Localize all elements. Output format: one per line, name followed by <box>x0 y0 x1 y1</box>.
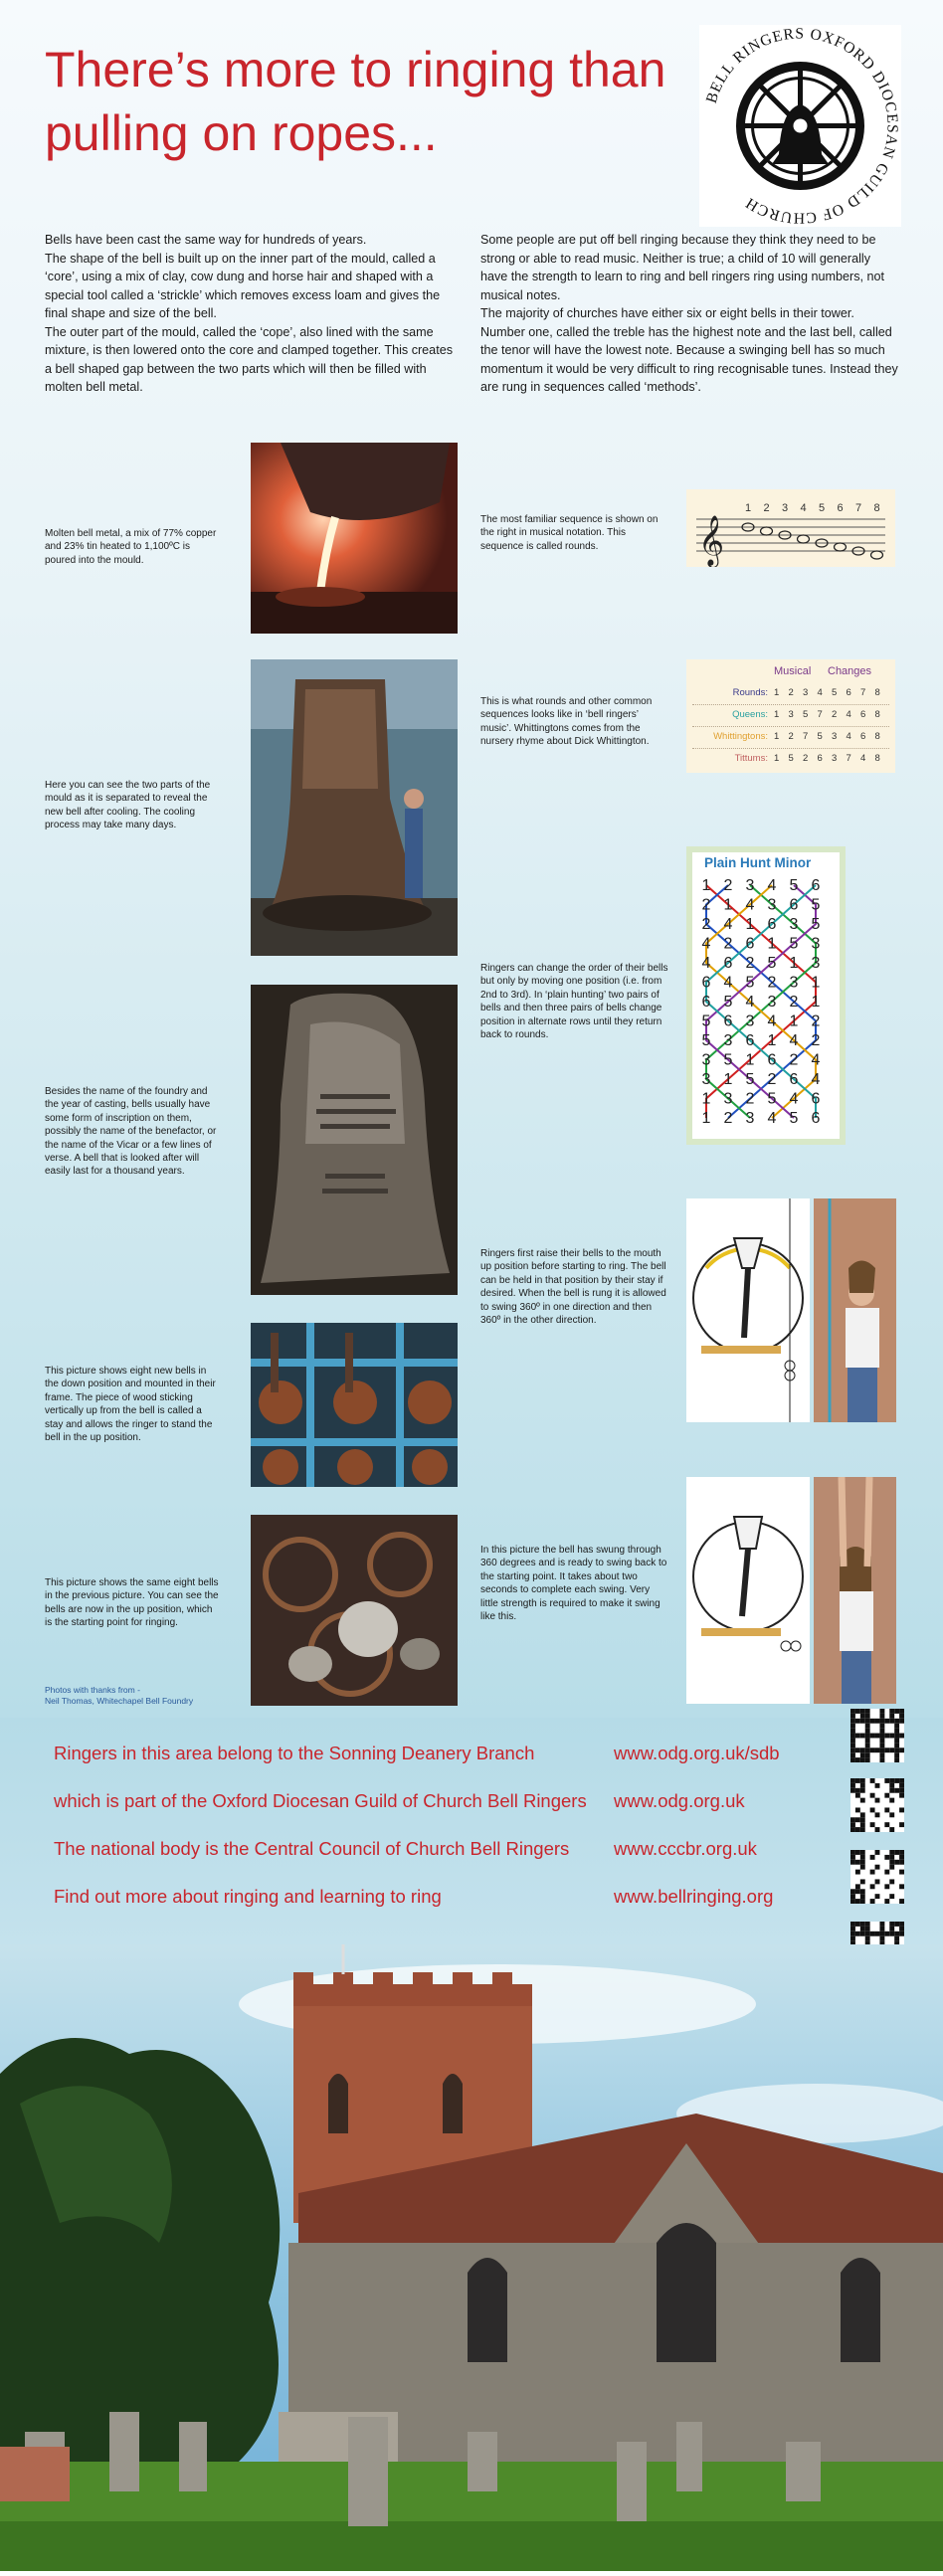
qr-code-icon[interactable] <box>850 1709 904 1762</box>
changes-cell: 5 <box>817 731 823 742</box>
plain-hunt-digit: 3 <box>789 974 799 992</box>
plain-hunt-digit: 6 <box>789 896 799 914</box>
plain-hunt-digit: 6 <box>789 1071 799 1088</box>
plain-hunt-digit: 3 <box>811 955 821 972</box>
plain-hunt-digit: 1 <box>811 994 821 1011</box>
plain-hunt-digit: 6 <box>723 955 733 972</box>
plain-hunt-digit: 5 <box>767 1090 777 1108</box>
plain-hunt-digit: 6 <box>767 1051 777 1069</box>
plain-hunt-digit: 1 <box>701 1090 711 1108</box>
changes-row-label: Queens: <box>732 709 768 720</box>
plain-hunt-title: Plain Hunt Minor <box>704 855 812 870</box>
plain-hunt-digit: 2 <box>767 1071 777 1088</box>
whole-note-icon <box>871 551 883 559</box>
plain-hunt-digit: 3 <box>811 935 821 953</box>
row-divider <box>692 748 889 749</box>
plain-hunt-digit: 4 <box>811 1051 821 1069</box>
changes-cell: 4 <box>846 731 851 742</box>
plain-hunt-digit: 5 <box>701 1032 711 1049</box>
plain-hunt-digit: 1 <box>701 1110 711 1127</box>
info-text-guild: which is part of the Oxford Diocesan Guild of Church Bell Ringers <box>54 1790 587 1811</box>
changes-header-musical: Musical <box>774 665 812 677</box>
changes-cell: 2 <box>832 709 838 720</box>
changes-cell: 2 <box>803 753 809 764</box>
changes-row-label: Whittingtons: <box>713 731 768 742</box>
photo-bell-inscription <box>251 985 458 1295</box>
plain-hunt-digit: 5 <box>811 896 821 914</box>
changes-cell: 4 <box>846 709 851 720</box>
plain-hunt-digit: 4 <box>745 896 755 914</box>
plain-hunt-digit: 3 <box>723 1090 733 1108</box>
caption-mould-separated: Here you can see the two parts of the mould as it is separated to reveal the new bell after cooling. The cooling process may take many days. <box>45 780 211 831</box>
photo-bells-down <box>251 1323 458 1487</box>
plain-hunt-digit: 1 <box>723 896 733 914</box>
credit-line-1: Photos with thanks from - <box>45 1685 140 1695</box>
plain-hunt-digit: 1 <box>789 955 799 972</box>
plain-hunt-digit: 1 <box>745 916 755 933</box>
photo-ringer-pulling <box>814 1477 896 1704</box>
plain-hunt-digit: 6 <box>745 935 755 953</box>
caption-inscription: Besides the name of the foundry and the year of casting, bells usually have some form of inscription on them, possibly the name of the benefactor, or the name of the Vicar or a few lines of verse. A bell that is looked after will easily last for a thousand years. <box>45 1086 217 1178</box>
photo-pouring-metal <box>251 443 458 634</box>
notation-number: 5 <box>818 502 826 514</box>
page-title: There’s more to ringing than pulling on ropes... <box>45 42 666 161</box>
changes-cell: 5 <box>832 687 838 698</box>
row-divider <box>692 704 889 705</box>
changes-row-label: Rounds: <box>732 687 768 698</box>
plain-hunt-digit: 6 <box>701 974 711 992</box>
info-text-learn: Find out more about ringing and learning to ring <box>54 1886 442 1907</box>
plain-hunt-digit: 4 <box>701 955 711 972</box>
plain-hunt-digit: 3 <box>723 1032 733 1049</box>
plain-hunt-digit: 3 <box>745 1012 755 1030</box>
info-text-central-council: The national body is the Central Council of Church Bell Ringers <box>54 1838 570 1859</box>
whole-note-icon <box>798 535 810 543</box>
changes-cell: 2 <box>788 731 794 742</box>
bell-swung-diagram <box>686 1477 810 1704</box>
plain-hunt-digit: 4 <box>767 877 777 894</box>
plain-hunt-digit: 6 <box>723 1012 733 1030</box>
row-divider <box>692 726 889 727</box>
changes-cell: 7 <box>817 709 823 720</box>
changes-cell: 6 <box>846 687 851 698</box>
plain-hunt-digit: 4 <box>789 1090 799 1108</box>
plain-hunt-panel <box>686 846 846 1145</box>
link-bellringing[interactable]: www.bellringing.org <box>614 1886 774 1907</box>
caption-ringers-music: This is what rounds and other common sequences looks like in ‘bell ringers’ music’. Whittingtons comes from the nursery rhyme about Dick Whittington. <box>480 696 653 748</box>
changes-cell: 1 <box>774 687 780 698</box>
plain-hunt-digit: 2 <box>811 1032 821 1049</box>
bell-mouth-up-diagram <box>686 1198 810 1422</box>
plain-hunt-digit: 1 <box>767 935 777 953</box>
plain-hunt-digit: 2 <box>789 1051 799 1069</box>
plain-hunt-digit: 3 <box>745 877 755 894</box>
info-text-branch: Ringers in this area belong to the Sonning Deanery Branch <box>54 1743 535 1763</box>
caption-molten-metal: Molten bell metal, a mix of 77% copper and 23% tin heated to 1,100ºC is poured into the mould. <box>45 528 217 566</box>
plain-hunt-digit: 1 <box>701 877 711 894</box>
plain-hunt-digit: 2 <box>701 916 711 933</box>
changes-cell: 2 <box>788 687 794 698</box>
caption-plain-hunting: Ringers can change the order of their bells but only by moving one position (i.e. from 2nd to 3rd). In ‘plain hunting’ two pairs of bells and then three pairs of bells change position in alternate rows until they return back to rounds. <box>480 963 668 1041</box>
plain-hunt-digit: 4 <box>723 974 733 992</box>
plain-hunt-digit: 5 <box>789 877 799 894</box>
plain-hunt-digit: 2 <box>767 974 777 992</box>
musical-changes-table <box>686 659 895 773</box>
logo-ring-text: BELL RINGERS OXFORD DIOCESAN GUILD OF CHURCH <box>702 25 901 227</box>
plain-hunt-digit: 5 <box>745 1071 755 1088</box>
plain-hunt-digit: 6 <box>811 1090 821 1108</box>
credit-line-2: Neil Thomas, Whitechapel Bell Foundry <box>45 1696 194 1706</box>
changes-cell: 3 <box>788 709 794 720</box>
link-odg-sdb[interactable]: www.odg.org.uk/sdb <box>614 1743 780 1763</box>
changes-cell: 1 <box>774 753 780 764</box>
photo-credit <box>45 1685 193 1707</box>
changes-cell: 8 <box>874 709 880 720</box>
plain-hunt-digit: 6 <box>745 1032 755 1049</box>
plain-hunt-digit: 2 <box>723 935 733 953</box>
caption-raising-bells: Ringers first raise their bells to the mouth up position before starting to ring. The bell can be held in that position by their stay if desired. When the bell is rung it is allowed to swing 360º in one direction and then 360º in the other direction. <box>480 1248 666 1327</box>
link-cccbr[interactable]: www.cccbr.org.uk <box>614 1838 757 1859</box>
plain-hunt-digit: 5 <box>701 1012 711 1030</box>
changes-cell: 7 <box>846 753 851 764</box>
plain-hunt-digit: 3 <box>745 1110 755 1127</box>
plain-hunt-digit: 4 <box>767 1110 777 1127</box>
plain-hunt-digit: 3 <box>767 994 777 1011</box>
plain-hunt-digit: 4 <box>767 1012 777 1030</box>
changes-cell: 3 <box>832 753 838 764</box>
plain-hunt-digit: 4 <box>701 935 711 953</box>
plain-hunt-digit: 2 <box>745 1090 755 1108</box>
plain-hunt-digit: 1 <box>723 1071 733 1088</box>
plain-hunt-digit: 2 <box>789 994 799 1011</box>
changes-cell: 4 <box>817 687 823 698</box>
changes-cell: 8 <box>874 753 880 764</box>
caption-rounds: The most familiar sequence is shown on the right in musical notation. This sequence is called rounds. <box>480 514 659 552</box>
notation-number: 8 <box>873 502 880 514</box>
qr-code-icon[interactable] <box>850 1850 904 1904</box>
treble-clef-icon: 𝄞 <box>698 515 725 566</box>
plain-hunt-digit: 5 <box>811 916 821 933</box>
notation-number: 4 <box>800 502 807 514</box>
plain-hunt-digit: 5 <box>745 974 755 992</box>
plain-hunt-digit: 5 <box>723 1051 733 1069</box>
plain-hunt-digit: 2 <box>723 1110 733 1127</box>
photo-mould-lifted <box>251 659 458 956</box>
plain-hunt-digit: 1 <box>811 974 821 992</box>
plain-hunt-digit: 5 <box>767 955 777 972</box>
plain-hunt-digit: 2 <box>811 1012 821 1030</box>
changes-cell: 7 <box>860 687 866 698</box>
plain-hunt-digit: 1 <box>767 1032 777 1049</box>
caption-bells-down: This picture shows eight new bells in the down position and mounted in their frame. The piece of wood sticking vertically up from the bell is called a stay and allows the ringer to stand the bell in the up position. <box>45 1366 216 1444</box>
plain-hunt-digit: 3 <box>789 916 799 933</box>
changes-cell: 8 <box>874 687 880 698</box>
intro-ringing-text: Some people are put off bell ringing because they think they need to be strong or able to read music. Neither is true; a child of 10 will generally have the strength to learn to ring and bell ringers ring using numbers, not musical notes. The majority of churches have either six or eight bells in their tower. Number one, called the treble has the highest note and the last bell, called the tenor will have the lowest note. Because a swinging bell has so much momentum it would be very difficult to ring recognisable tunes. Instead they are rung in sequences called ‘methods’. <box>480 233 898 394</box>
changes-cell: 3 <box>803 687 809 698</box>
notation-panel <box>686 489 895 567</box>
church-photo <box>0 1944 943 2571</box>
changes-cell: 1 <box>774 731 780 742</box>
notation-number: 7 <box>854 502 862 514</box>
plain-hunt-digit: 4 <box>723 916 733 933</box>
changes-row-label: Tittums: <box>734 753 768 764</box>
qr-code-icon[interactable] <box>850 1778 904 1832</box>
changes-cell: 5 <box>803 709 809 720</box>
changes-cell: 5 <box>788 753 794 764</box>
plain-hunt-digit: 3 <box>767 896 777 914</box>
changes-cell: 6 <box>860 709 866 720</box>
changes-cell: 3 <box>832 731 838 742</box>
photo-ringer-raising <box>814 1198 896 1422</box>
photo-bells-up <box>251 1515 458 1706</box>
plain-hunt-digit: 4 <box>811 1071 821 1088</box>
plain-hunt-digit: 6 <box>811 877 821 894</box>
caption-bells-up: This picture shows the same eight bells in the previous picture. You can see the bells are now in the up position, which is the starting point for ringing. <box>45 1577 219 1629</box>
plain-hunt-digit: 4 <box>789 1032 799 1049</box>
plain-hunt-digit: 3 <box>701 1071 711 1088</box>
plain-hunt-digit: 2 <box>723 877 733 894</box>
whole-note-icon <box>835 543 847 551</box>
plain-hunt-digit: 3 <box>701 1051 711 1069</box>
bell-wheel-icon <box>741 67 860 186</box>
plain-hunt-digit: 6 <box>811 1110 821 1127</box>
notation-number: 6 <box>837 502 844 514</box>
plain-hunt-digit: 6 <box>767 916 777 933</box>
plain-hunt-digit: 5 <box>789 935 799 953</box>
plain-hunt-digit: 5 <box>789 1110 799 1127</box>
whole-note-icon <box>761 527 773 535</box>
intro-casting-text: Bells have been cast the same way for hundreds of years. The shape of the bell is built up on the inner part of the mould, called a ‘core’, using a mix of clay, cow dung and horse hair and shaped with a special tool called a ‘strickle’ which removes excess loam and gives the final shape and size of the bell. The outer part of the mould, called the ‘cope’, also lined with the same mixture, is then lowered onto the core and clamped together. This creates a bell shaped gap between the two parts which will then be filled with molten bell metal. <box>45 233 453 394</box>
changes-header-changes: Changes <box>828 665 872 677</box>
notation-number: 3 <box>781 502 789 514</box>
changes-cell: 1 <box>774 709 780 720</box>
changes-cell: 6 <box>860 731 866 742</box>
plain-hunt-digit: 6 <box>701 994 711 1011</box>
plain-hunt-digit: 4 <box>745 994 755 1011</box>
link-odg[interactable]: www.odg.org.uk <box>614 1790 745 1811</box>
plain-hunt-digit: 1 <box>789 1012 799 1030</box>
changes-cell: 8 <box>874 731 880 742</box>
caption-bell-swung: In this picture the bell has swung through 360 degrees and is ready to swing back to the starting point. It takes about two seconds to complete each swing. Very little strength is required to make it swing like this. <box>480 1545 667 1623</box>
plain-hunt-digit: 5 <box>723 994 733 1011</box>
changes-cell: 7 <box>803 731 809 742</box>
notation-number: 1 <box>744 502 752 514</box>
changes-cell: 6 <box>817 753 823 764</box>
plain-hunt-digit: 2 <box>701 896 711 914</box>
notation-number: 2 <box>763 502 770 514</box>
plain-hunt-digit: 2 <box>745 955 755 972</box>
changes-cell: 4 <box>860 753 866 764</box>
plain-hunt-digit: 1 <box>745 1051 755 1069</box>
guild-logo <box>699 25 901 227</box>
